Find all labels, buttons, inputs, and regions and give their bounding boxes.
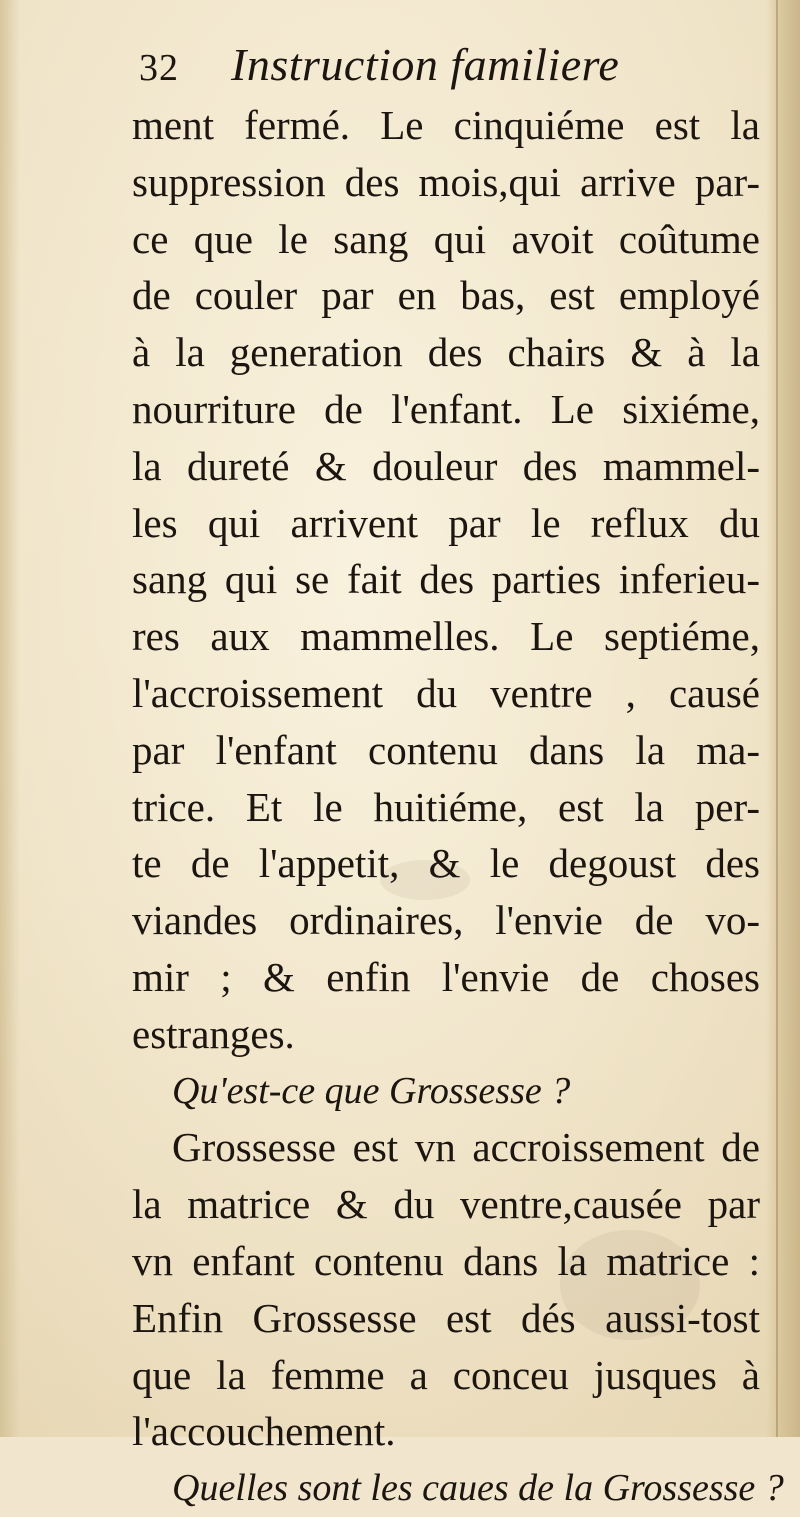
text-line: estranges. (132, 1010, 295, 1057)
page-body-text (132, 97, 784, 1517)
text-line: trice. Et le huitiéme, est la per- (132, 783, 760, 830)
text-line: les qui arrivent par le reflux du (132, 499, 760, 546)
text-line: l'accroissement du ventre , causé (132, 669, 760, 716)
text-line: à la generation des chairs & à la (132, 329, 760, 376)
text-line: Grossesse est vn accroissement de (172, 1124, 760, 1171)
text-line: nourriture de l'enfant. Le sixiéme, (132, 385, 760, 432)
text-line: suppression des mois,qui arrive par- (132, 158, 760, 205)
text-line: viandes ordinaires, l'envie de vo- (132, 897, 760, 944)
page-left-shadow (0, 0, 20, 1437)
page-number: 32 (139, 47, 179, 89)
section-question: Quelles sont les caues de la Grossesse ? (172, 1467, 784, 1510)
page-right-edge (766, 0, 800, 1437)
text-line: la dureté & douleur des mammel- (132, 442, 760, 489)
text-line: mir ; & enfin l'envie de choses (132, 953, 760, 1000)
text-line: par l'enfant contenu dans la ma- (132, 726, 760, 773)
text-line: de couler par en bas, est employé (132, 272, 760, 319)
text-line: res aux mammelles. Le septiéme, (132, 613, 760, 660)
running-title: Instruction familiere (231, 39, 620, 90)
page-header (135, 38, 755, 98)
page-gutter-line (776, 0, 778, 1437)
text-line: vn enfant contenu dans la matrice : (132, 1237, 760, 1284)
text-line: Enfin Grossesse est dés aussi-tost (132, 1294, 760, 1341)
text-line: l'accouchement. (132, 1408, 396, 1455)
text-line: que la femme a conceu jusques à (132, 1351, 760, 1398)
text-line: ce que le sang qui avoit coûtume (132, 215, 760, 262)
text-line: te de l'appetit, & le degoust des (132, 840, 760, 887)
text-line: la matrice & du ventre,causée par (132, 1181, 760, 1228)
text-line: sang qui se fait des parties inferieu- (132, 556, 760, 603)
section-question: Qu'est-ce que Grossesse ? (172, 1069, 571, 1112)
text-line: ment fermé. Le cinquiéme est la (132, 102, 760, 148)
